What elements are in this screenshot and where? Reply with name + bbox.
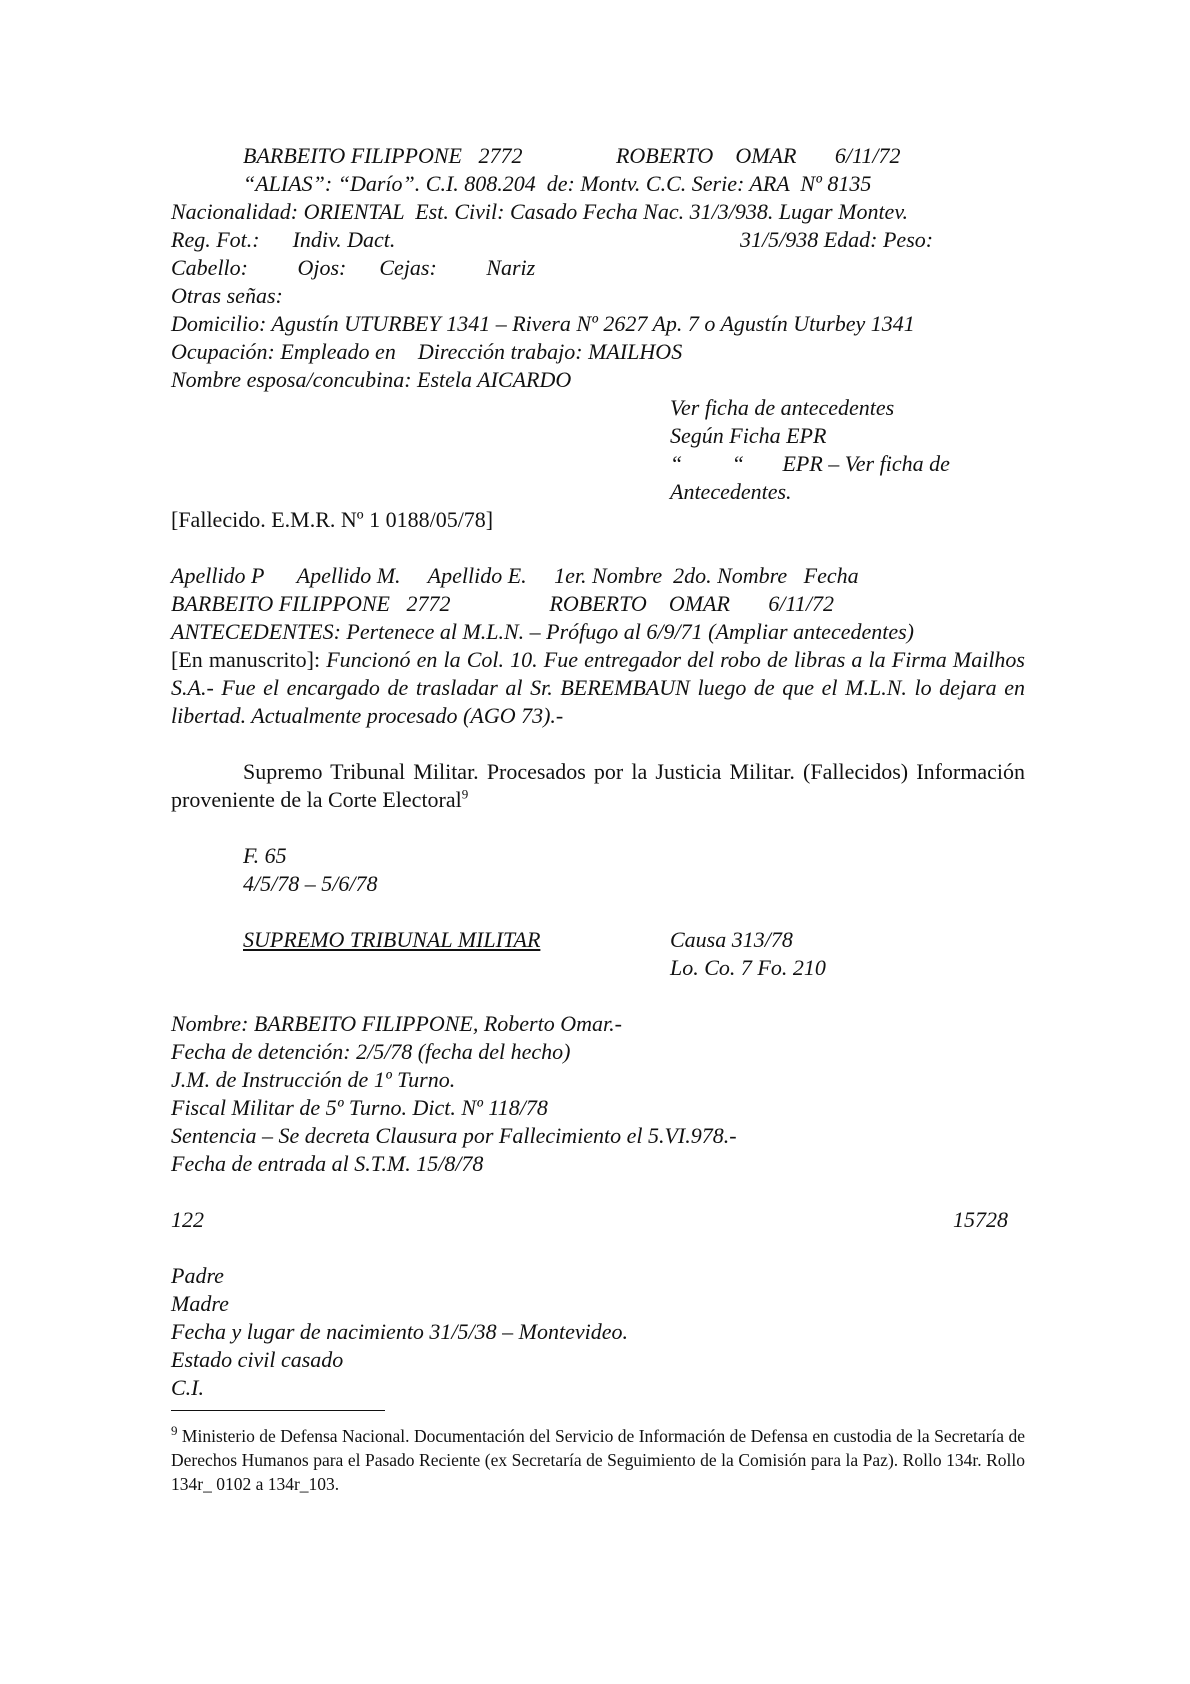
stm-entrada: Fecha de entrada al S.T.M. 15/8/78 bbox=[171, 1151, 484, 1176]
antecedentes-header: Apellido P Apellido M. Apellido E. 1er. Nombre 2do. Nombre Fecha bbox=[171, 563, 859, 588]
ficha-line-6: Otras señas: bbox=[171, 283, 283, 308]
causa: Causa 313/78 bbox=[670, 927, 793, 952]
ficha-line-1: BARBEITO FILIPPONE 2772 ROBERTO OMAR 6/11/72 bbox=[243, 143, 901, 168]
ficha-line-3: Nacionalidad: ORIENTAL Est. Civil: Casado Fecha Nac. 31/3/938. Lugar Montev. bbox=[171, 199, 908, 224]
stm-nombre: Nombre: BARBEITO FILIPPONE, Roberto Omar.- bbox=[171, 1011, 622, 1036]
stm-intro-text: Supremo Tribunal Militar. Procesados por la Justicia Militar. (Fallecidos) Información proveniente de la Corte Electoral bbox=[171, 759, 1025, 812]
nacimiento: Fecha y lugar de nacimiento 31/5/38 – Montevideo. bbox=[171, 1319, 628, 1344]
ficha-line-5: Cabello: Ojos: Cejas: Nariz bbox=[171, 255, 536, 280]
cedula: C.I. bbox=[171, 1375, 204, 1400]
ficha-side-3: “ “ EPR – Ver ficha de bbox=[670, 451, 950, 476]
manuscrito-paragraph bbox=[171, 646, 1025, 730]
folio: F. 65 bbox=[243, 843, 287, 868]
footnote-text: Ministerio de Defensa Nacional. Documentación del Servicio de Información de Defensa en custodia de la Secretaría de Derechos Humanos para el Pasado Reciente (ex Secretaría de Seguimiento de la Comisión para la Paz). Rollo 134r. Rollo 134r_ 0102 a 134r_103. bbox=[171, 1426, 1025, 1494]
antecedentes-values: BARBEITO FILIPPONE 2772 ROBERTO OMAR 6/11/72 bbox=[171, 591, 834, 616]
number-right: 15728 bbox=[953, 1207, 1008, 1232]
antecedentes-line: ANTECEDENTES: Pertenece al M.L.N. – Prófugo al 6/9/71 (Ampliar antecedentes) bbox=[171, 619, 915, 644]
estado-civil: Estado civil casado bbox=[171, 1347, 344, 1372]
footnote-number: 9 bbox=[171, 1423, 178, 1439]
ficha-side-1: Ver ficha de antecedentes bbox=[670, 395, 895, 420]
ficha-side-4: Antecedentes. bbox=[670, 479, 792, 504]
ficha-line-7: Domicilio: Agustín UTURBEY 1341 – Rivera Nº 2627 Ap. 7 o Agustín Uturbey 1341 bbox=[171, 311, 915, 336]
stm-sentencia: Sentencia – Se decreta Clausura por Fallecimiento el 5.VI.978.- bbox=[171, 1123, 737, 1148]
folio-dates: 4/5/78 – 5/6/78 bbox=[243, 871, 378, 896]
libro-folio: Lo. Co. 7 Fo. 210 bbox=[670, 955, 826, 980]
stm-detencion: Fecha de detención: 2/5/78 (fecha del hecho) bbox=[171, 1039, 571, 1064]
manuscrito-label: [En manuscrito]: bbox=[171, 647, 327, 672]
stm-juzgado: J.M. de Instrucción de 1º Turno. bbox=[171, 1067, 456, 1092]
footnote-rule bbox=[171, 1410, 385, 1411]
padre: Padre bbox=[171, 1263, 224, 1288]
number-left: 122 bbox=[171, 1207, 204, 1232]
footnote-ref: 9 bbox=[461, 786, 469, 802]
ficha-line-4b: 31/5/938 Edad: Peso: bbox=[740, 227, 934, 252]
ficha-line-9: Nombre esposa/concubina: Estela AICARDO bbox=[171, 367, 572, 392]
stm-title: SUPREMO TRIBUNAL MILITAR bbox=[243, 927, 541, 952]
ficha-line-4a: Reg. Fot.: Indiv. Dact. bbox=[171, 227, 396, 252]
fallecido-note: [Fallecido. E.M.R. Nº 1 0188/05/78] bbox=[171, 507, 494, 532]
footnote bbox=[171, 1424, 1025, 1496]
ficha-side-2: Según Ficha EPR bbox=[670, 423, 827, 448]
madre: Madre bbox=[171, 1291, 229, 1316]
ficha-line-2: “ALIAS”: “Darío”. C.I. 808.204 de: Montv. C.C. Serie: ARA Nº 8135 bbox=[243, 171, 872, 196]
stm-intro-paragraph bbox=[171, 758, 1025, 814]
stm-fiscal: Fiscal Militar de 5º Turno. Dict. Nº 118/78 bbox=[171, 1095, 548, 1120]
ficha-line-8: Ocupación: Empleado en Dirección trabajo: MAILHOS bbox=[171, 339, 683, 364]
manuscrito-text: Funcionó en la Col. 10. Fue entregador del robo de libras a la Firma Mailhos S.A.- Fue el encargado de trasladar al Sr. BEREMBAUN luego de que el M.L.N. lo dejara en libertad. Actualmente procesado (AGO 73).- bbox=[171, 647, 1025, 728]
